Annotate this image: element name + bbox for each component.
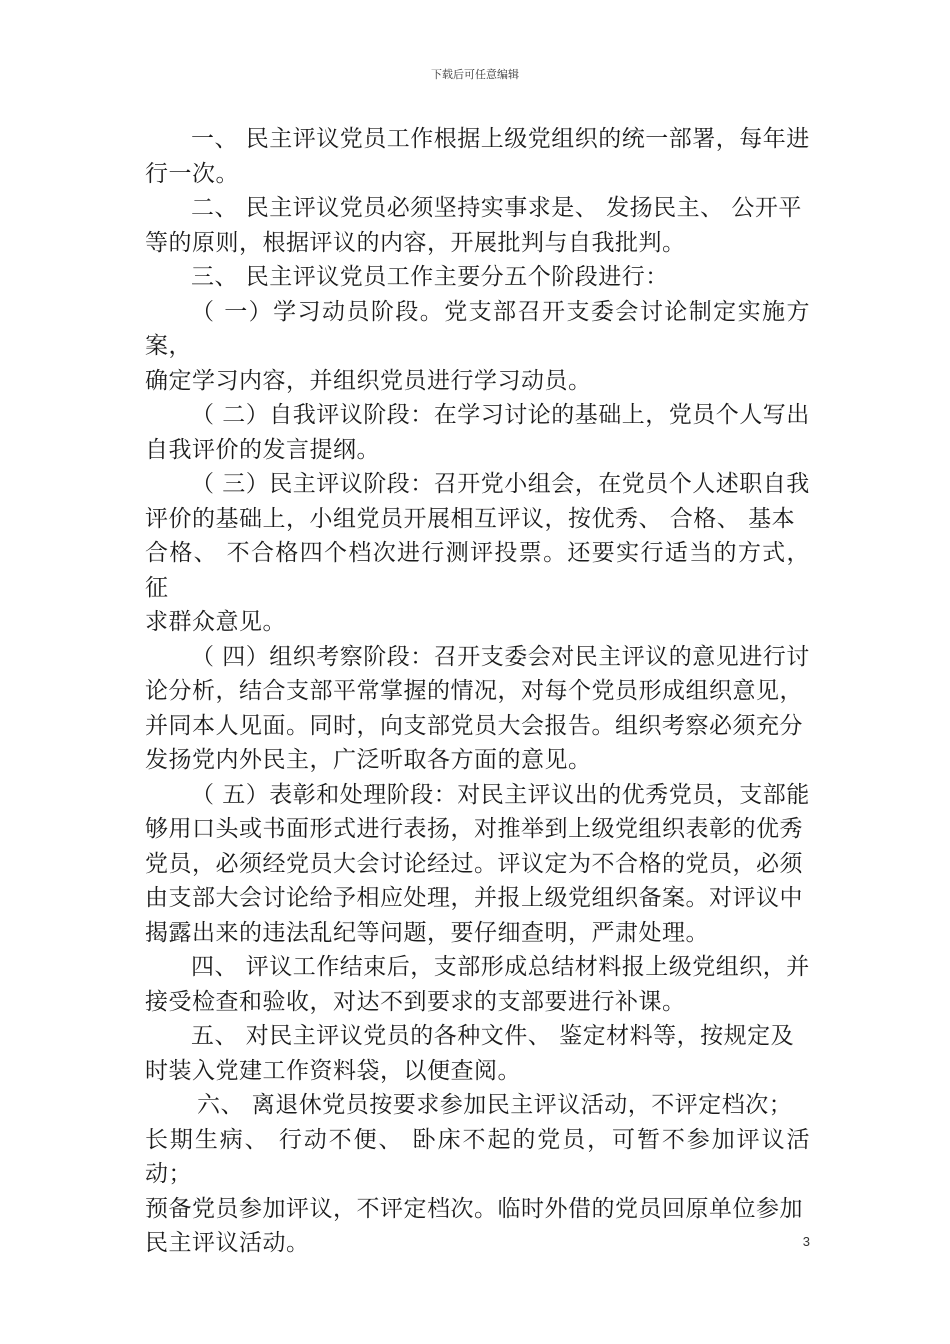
text-line: 四、 评议工作结束后，支部形成总结材料报上级党组织，并 [191,954,810,980]
text-line: 党员，必须经党员大会讨论经过。评议定为不合格的党员，必须 [145,850,803,877]
page-number: 3 [802,1234,810,1249]
paragraph-3 [145,260,810,295]
text-line: 一、 民主评议党员工作根据上级党组织的统一部署，每年进 [191,126,810,152]
text-line: 发扬党内外民主，广泛听取各方面的意见。 [145,747,592,773]
paragraph-7 [145,640,810,778]
text-line: （ 五）表彰和处理阶段：对民主评议出的优秀党员，支部能 [191,781,810,808]
text-line: 确定学习内容，并组织党员进行学习动员。 [145,367,592,394]
text-line: 由支部大会讨论给予相应处理，并报上级党组织备案。对评议中 [145,885,803,911]
text-line: 五、 对民主评议党员的各种文件、 鉴定材料等，按规定及 [191,1023,795,1049]
header-note: 下载后可任意编辑 [431,68,519,81]
paragraph-2 [145,191,810,260]
text-line: 行一次。 [145,160,239,187]
paragraph-6 [145,467,810,640]
paragraph-8 [145,778,810,951]
text-line: 时装入党建工作资料袋，以便查阅。 [145,1057,521,1084]
paragraph-1 [145,122,810,191]
text-line: 揭露出来的违法乱纪等问题，要仔细查明，严肃处理。 [145,919,709,946]
text-line: 论分析，结合支部平常掌握的情况，对每个党员形成组织意见， [145,678,803,704]
text-line: 够用口头或书面形式进行表扬，对推举到上级党组织表彰的优秀 [145,816,803,842]
paragraph-9 [145,950,810,1019]
text-line: （ 三）民主评议阶段：召开党小组会，在党员个人述职自我 [191,471,810,497]
paragraph-5 [145,398,810,467]
paragraph-4 [145,295,810,399]
text-line: 民主评议活动。 [145,1230,310,1256]
text-line: 自我评价的发言提纲。 [145,436,380,463]
paragraph-10 [145,1019,810,1088]
document-body [145,122,810,1261]
text-line: 三、 民主评议党员工作主要分五个阶段进行： [191,264,669,290]
text-line: 六、 离退休党员按要求参加民主评议活动，不评定档次； [197,1092,793,1118]
text-line: （ 一）学习动员阶段。党支部召开支委会讨论制定实施方案， [145,298,810,359]
text-line: 长期生病、 行动不便、 卧床不起的党员，可暂不参加评议活动； [145,1126,810,1187]
text-line: 接受检查和验收，对达不到要求的支部要进行补课。 [145,988,686,1015]
text-line: 评价的基础上，小组党员开展相互评议，按优秀、 合格、 基本 [145,505,796,532]
text-line: （ 二）自我评议阶段：在学习讨论的基础上，党员个人写出 [191,402,810,428]
text-line: 并同本人见面。同时，向支部党员大会报告。组织考察必须充分 [145,712,803,739]
paragraph-11 [145,1088,810,1261]
text-line: （ 四）组织考察阶段：召开支委会对民主评议的意见进行讨 [191,643,810,670]
text-line: 等的原则，根据评议的内容，开展批判与自我批判。 [145,229,686,256]
text-line: 预备党员参加评议，不评定档次。临时外借的党员回原单位参加 [145,1195,803,1222]
text-line: 合格、 不合格四个档次进行测评投票。还要实行适当的方式，征 [145,540,810,601]
text-line: 二、 民主评议党员必须坚持实事求是、 发扬民主、 公开平 [191,195,802,221]
text-line: 求群众意见。 [145,609,286,635]
